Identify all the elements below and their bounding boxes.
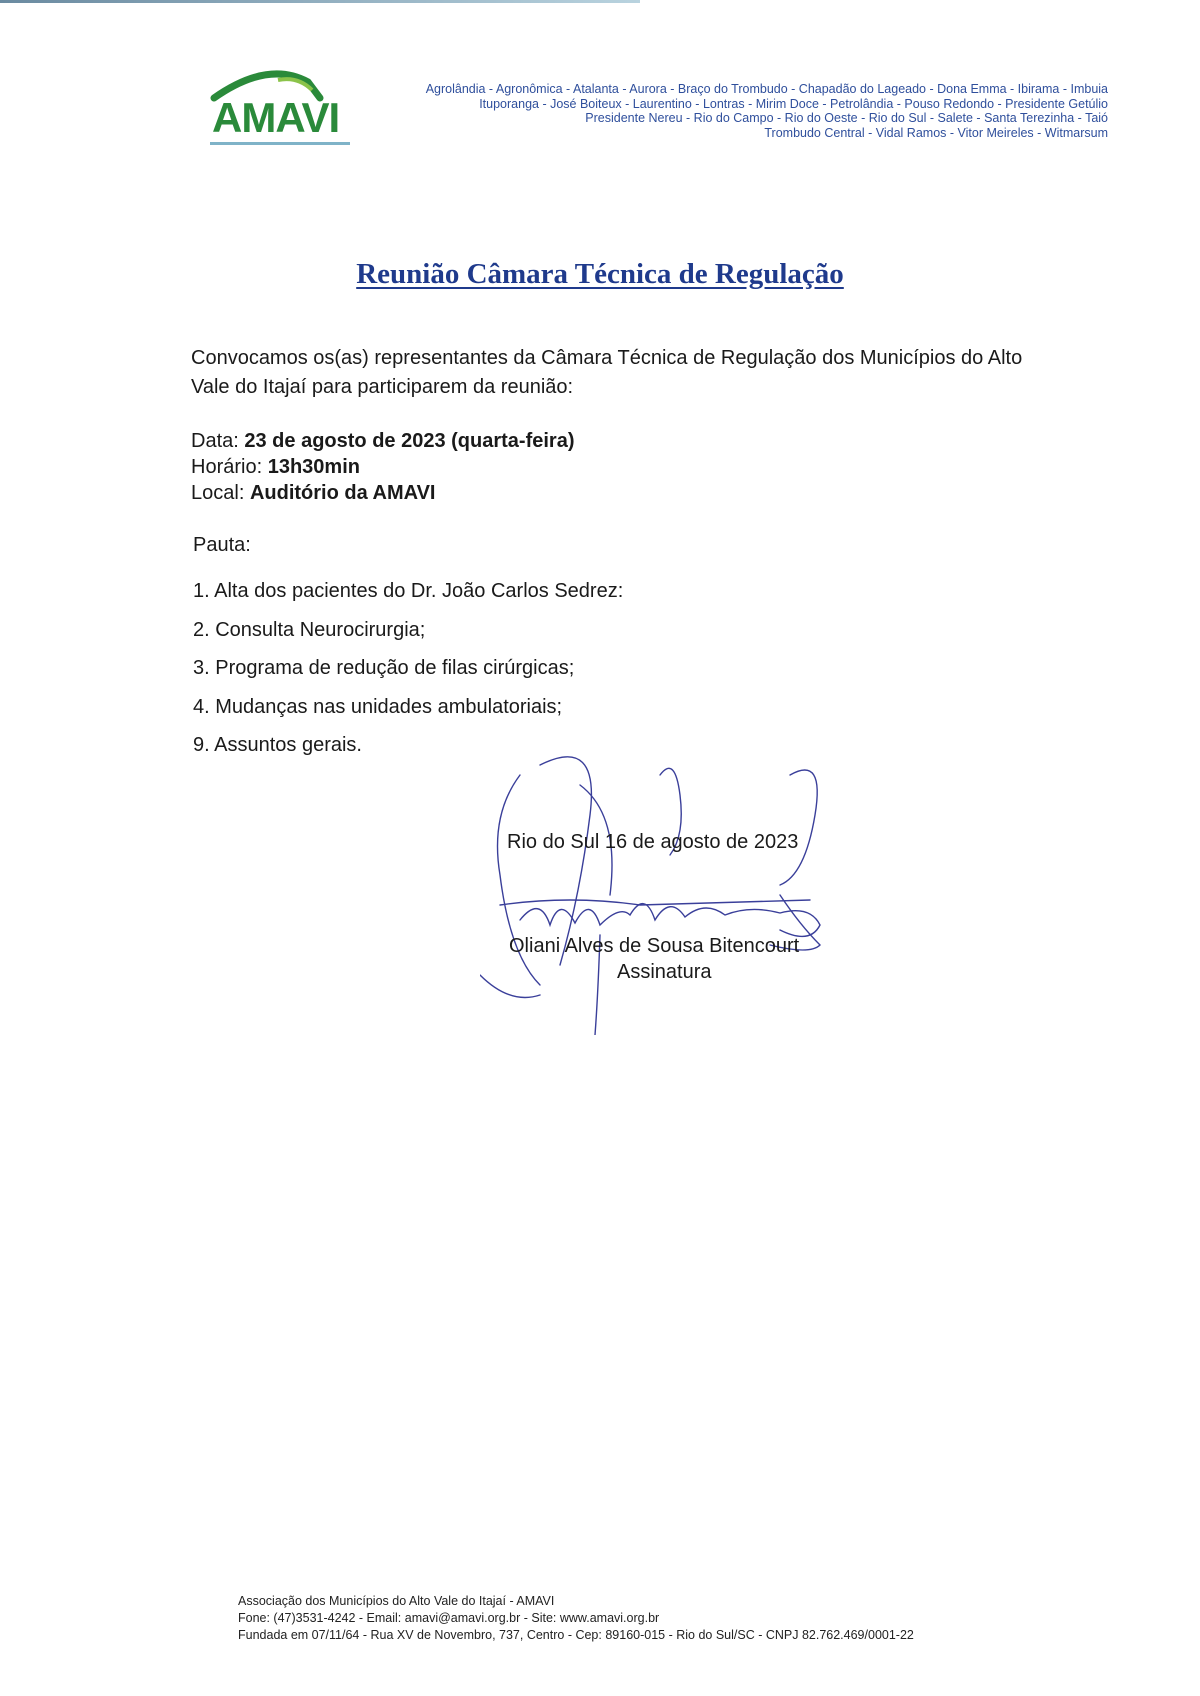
amavi-logo [208, 68, 350, 152]
agenda-item: 1. Alta dos pacientes do Dr. João Carlos Sedrez: [193, 580, 624, 602]
meeting-place [191, 480, 574, 506]
agenda-item: 3. Programa de redução de filas cirúrgicas; [193, 657, 575, 679]
footer-line: Fundada em 07/11/64 - Rua XV de Novembro, 737, Centro - Cep: 89160-015 - Rio do Sul/SC - CNPJ 82.762.469/0001-22 [238, 1628, 914, 1642]
date-value: 23 de agosto de 2023 (quarta-feira) [244, 430, 575, 452]
footer-line: Associação dos Municípios do Alto Vale do Itajaí - AMAVI [238, 1594, 555, 1608]
time-label: Horário: [191, 456, 263, 478]
signature-label: Assinatura [617, 961, 712, 983]
cities-line: Presidente Nereu - Rio do Campo - Rio do Oeste - Rio do Sul - Salete - Santa Terezinha - Taió [585, 111, 1108, 125]
document-title [0, 258, 1200, 291]
intro-line: Vale do Itajaí para participarem da reunião: [191, 376, 574, 398]
agenda-item: 9. Assuntos gerais. [193, 734, 362, 756]
logo-subtitle-bar [210, 142, 350, 145]
place-label: Local: [191, 482, 245, 504]
date-label: Data: [191, 430, 239, 452]
top-edge-line [0, 0, 640, 3]
document-title-text: Reunião Câmara Técnica de Regulação [356, 258, 844, 290]
time-value: 13h30min [267, 456, 360, 478]
logo-text: AMAVI [212, 94, 340, 141]
footer [238, 1593, 914, 1644]
agenda-item: 4. Mudanças nas unidades ambulatoriais; [193, 695, 563, 718]
cities-line: Trombudo Central - Vidal Ramos - Vitor Meireles - Witmarsum [764, 125, 1108, 140]
agenda-item: 2. Consulta Neurocirurgia; [193, 618, 426, 641]
signature-place-date: Rio do Sul 16 de agosto de 2023 [507, 831, 799, 853]
member-cities [348, 82, 1108, 140]
agenda-list [193, 580, 623, 773]
signatory-name: Oliani Alves de Sousa Bitencourt [509, 935, 800, 957]
meeting-details [191, 428, 574, 506]
intro-line: Convocamos os(as) representantes da Câmara Técnica de Regulação dos Municípios do Alto [191, 347, 1023, 369]
pauta-heading: Pauta: [193, 534, 251, 556]
cities-line: Ituporanga - José Boiteux - Laurentino - Lontras - Mirim Doce - Petrolândia - Pouso Redondo - Presidente Getúlio [479, 96, 1108, 111]
meeting-date [191, 428, 574, 454]
footer-line: Fone: (47)3531-4242 - Email: amavi@amavi.org.br - Site: www.amavi.org.br [238, 1611, 660, 1625]
intro-paragraph [191, 344, 1151, 402]
handwritten-signature [480, 755, 880, 1035]
meeting-time [191, 454, 574, 480]
place-value: Auditório da AMAVI [249, 482, 436, 504]
cities-line: Agrolândia - Agronômica - Atalanta - Aurora - Braço do Trombudo - Chapadão do Lageado - Dona Emma - Ibirama - Imbuia [425, 82, 1108, 96]
